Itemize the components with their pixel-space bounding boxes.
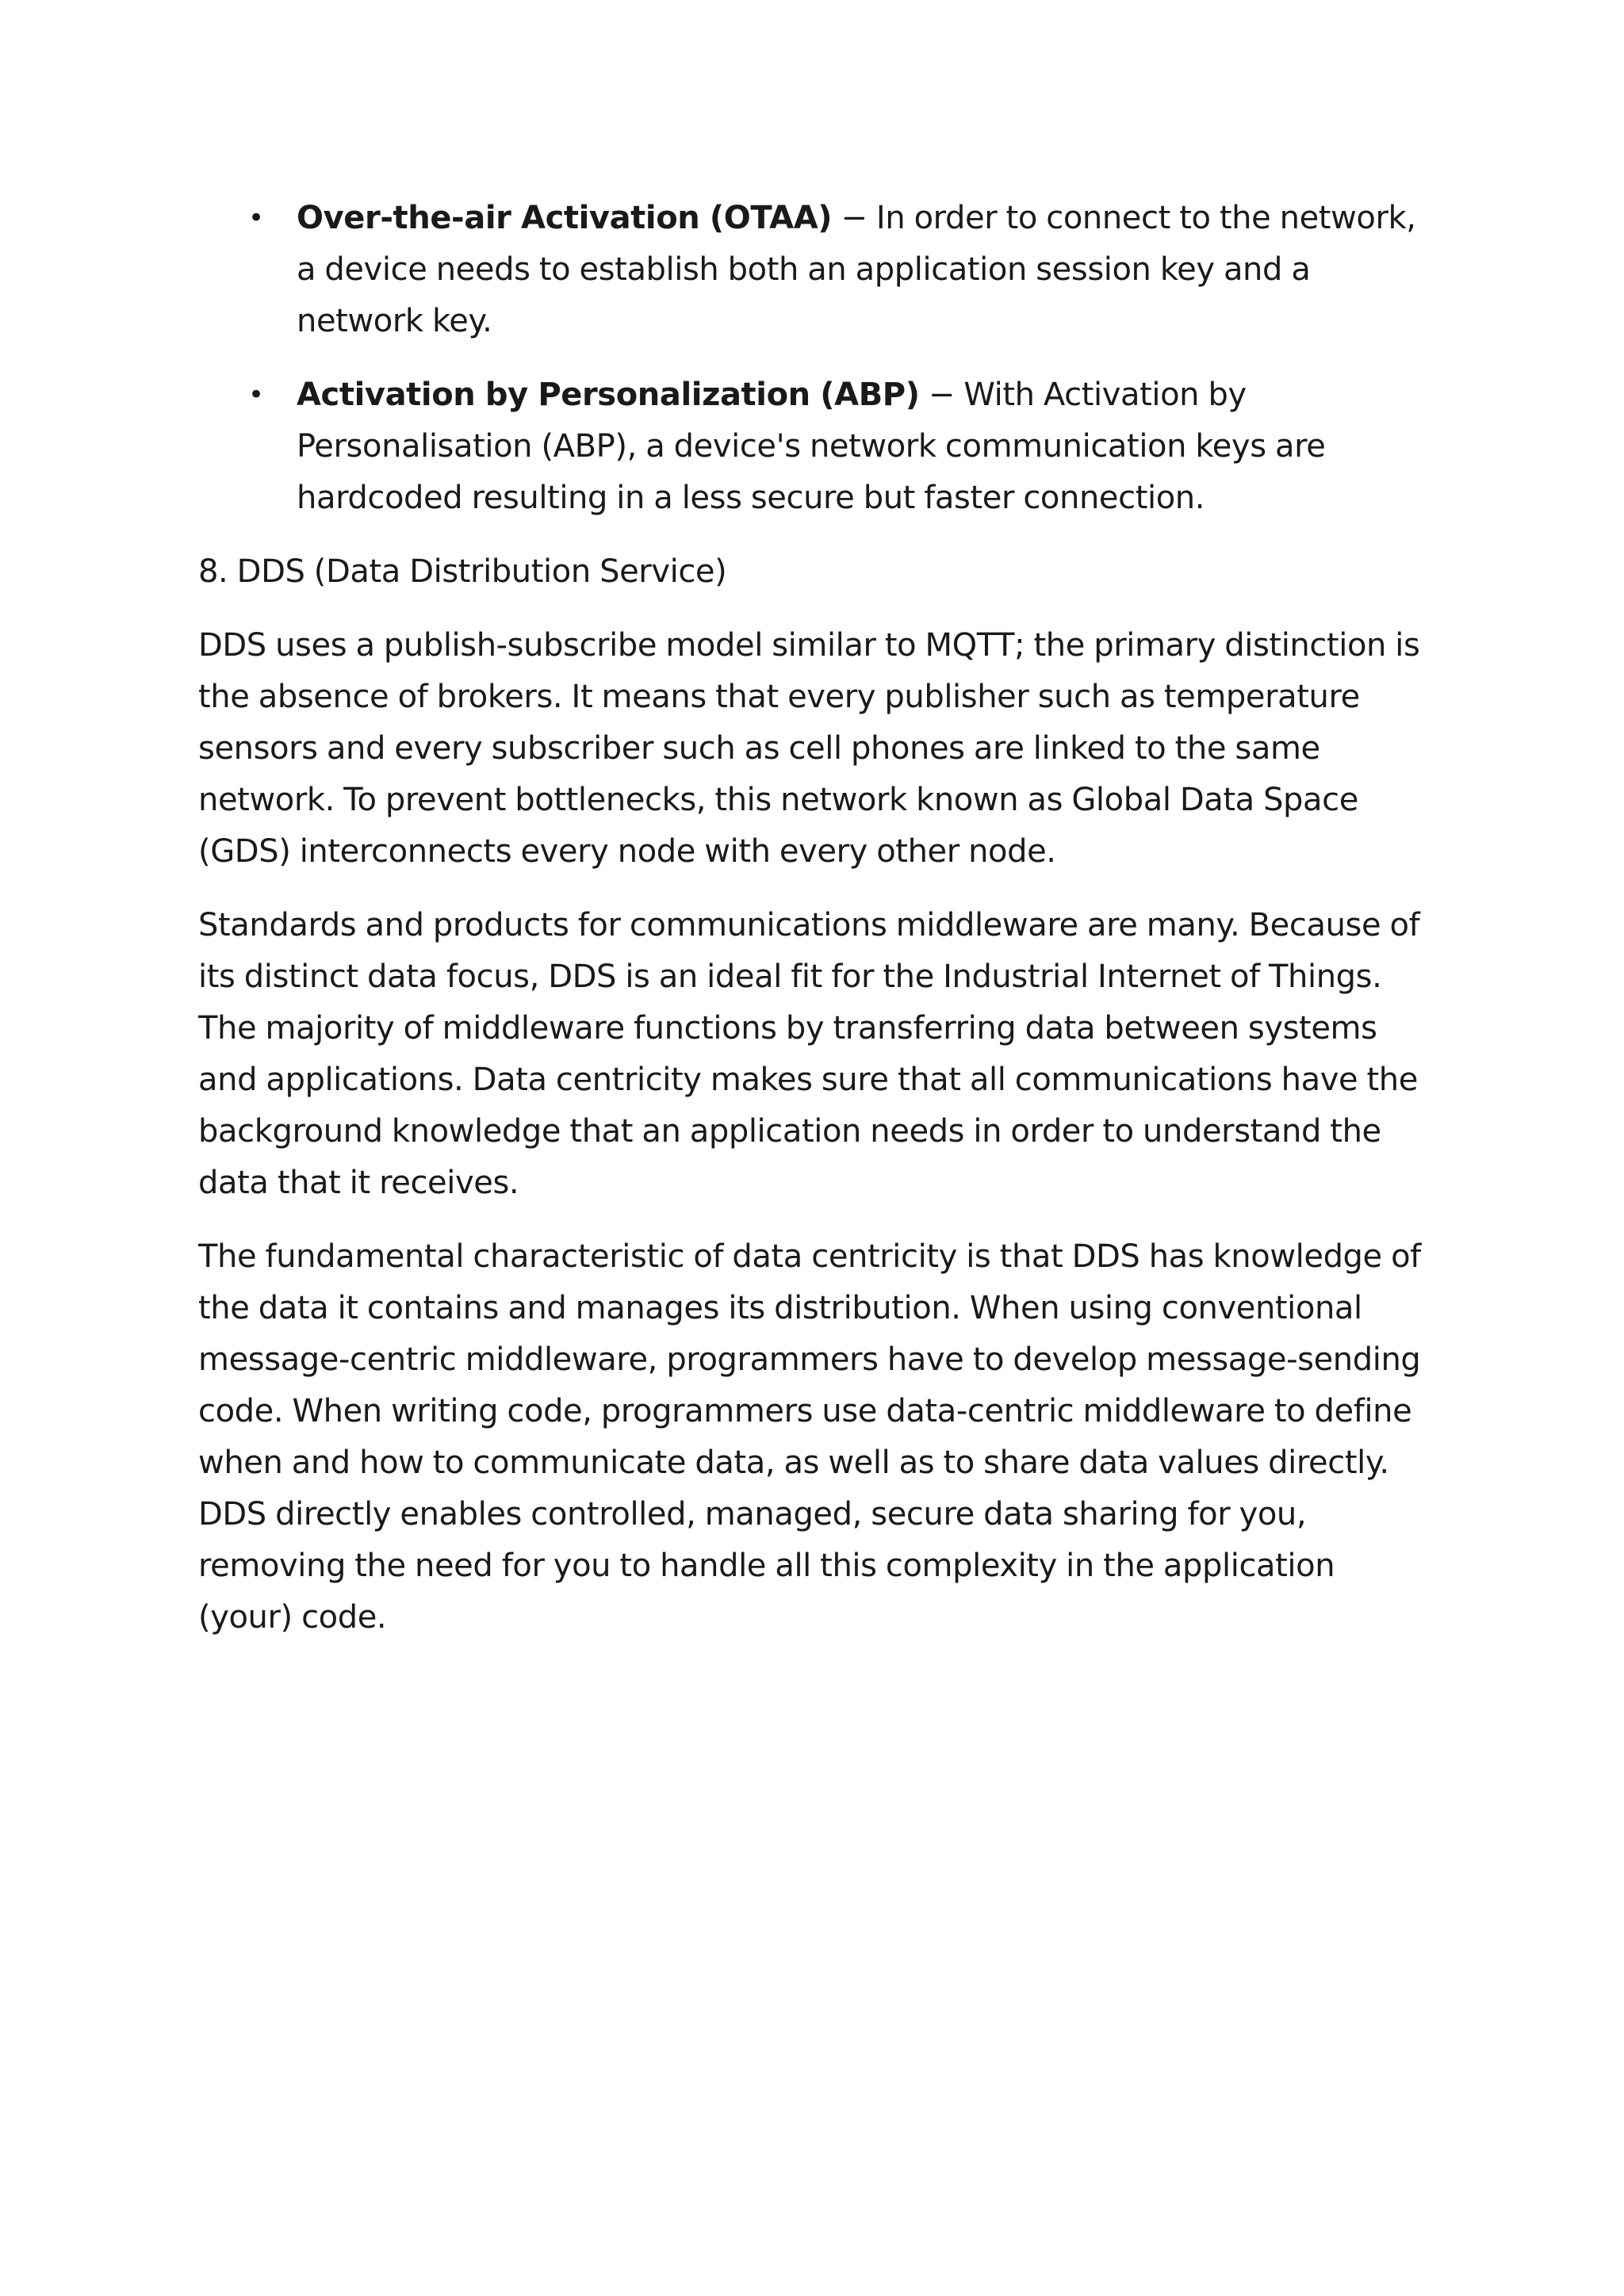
activation-methods-list <box>198 193 1435 524</box>
list-item-abp <box>198 369 1435 524</box>
bullet-text: With Activation by Personalisation (ABP), a device's network communication keys are hardcoded resulting in a less secure but faster connection. <box>297 377 1326 516</box>
bullet-term: Over-the-air Activation (OTAA) <box>297 200 833 236</box>
section-heading: 8. DDS (Data Distribution Service) <box>198 553 727 590</box>
bullet-icon: • <box>248 379 264 411</box>
bullet-text: In order to connect to the network, a device needs to establish both an application session key and a network key. <box>297 200 1416 339</box>
list-item-otaa <box>198 193 1435 347</box>
paragraph-data-centricity: The fundamental characteristic of data centricity is that DDS has knowledge of the data it contains and manages its distribution. When using conventional message-centric middleware, programmers have to develop message-sending code. When writing code, programmers use data-centric middleware to define when and how to communicate data, as well as to share data values directly. DDS directly enables controlled, managed, secure data sharing for you, removing the need for you to handle all this complexity in the application (your) code. <box>198 1238 1421 1636</box>
paragraph-dds-model: DDS uses a publish-subscribe model similar to MQTT; the primary distinction is the absence of brokers. It means that every publisher such as temperature sensors and every subscriber such as cell phones are linked to the same network. To prevent bottlenecks, this network known as Global Data Space (GDS) interconnects every node with every other node. <box>198 627 1420 870</box>
bullet-dash: − <box>832 200 876 236</box>
bullet-icon: • <box>248 202 264 234</box>
document-page <box>198 193 1435 1666</box>
bullet-term: Activation by Personalization (ABP) <box>297 377 920 413</box>
paragraph-middleware: Standards and products for communications middleware are many. Because of its distinct data focus, DDS is an ideal fit for the Industrial Internet of Things. The majority of middleware functions by transferring data between systems and applications. Data centricity makes sure that all communications have the background knowledge that an application needs in order to understand the data that it receives. <box>198 907 1420 1201</box>
bullet-dash: − <box>919 377 964 413</box>
